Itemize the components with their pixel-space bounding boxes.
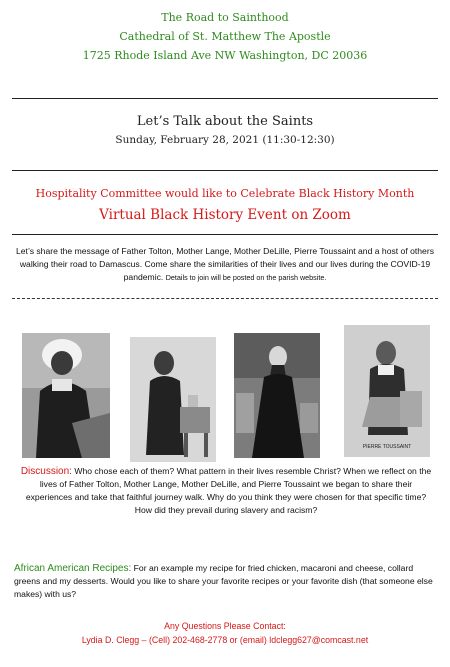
header-address: 1725 Rhode Island Ave NW Washington, DC 20036	[82, 49, 368, 62]
photo-caption: PIERRE TOUSSAINT	[362, 444, 412, 450]
divider-lower	[12, 234, 438, 235]
event-title: Let’s Talk about the Saints	[136, 114, 314, 129]
photo-pierre-toussaint	[344, 325, 430, 457]
contact-heading: Any Questions Please Contact:	[164, 621, 286, 631]
intro-paragraph	[16, 245, 434, 284]
discussion-label: Discussion:	[20, 466, 72, 477]
recipes-label: African American Recipes:	[14, 563, 132, 574]
photo-mother-delille	[234, 333, 320, 458]
header-line-2: Cathedral of St. Matthew The Apostle	[119, 30, 331, 43]
discussion-text: Who chose each of them? What pattern in their lives resemble Christ? When we reflect on the lives of Father Tolton, Mother Lange, Mother DeLille, and Pierre Toussaint we began to share their experiences and take that faithful journey walk. Why do you think they were chosen for that specific time? How did they prevail during slavery and racism?	[25, 466, 432, 515]
recipes-text: For an example my recipe for fried chicken, macaroni and cheese, collard greens and my desserts. Would you like to share your favorite recipes or your favorite dish (that someone else makes) with us?	[14, 563, 433, 599]
intro-details-note: Details to join will be posted on the parish website.	[165, 273, 327, 282]
contact-line: Lydia D. Clegg – (Cell) 202-468-2778 or (email) ldclegg627@comcast.net	[81, 635, 369, 645]
discussion-paragraph	[18, 465, 434, 517]
header-line-1: The Road to Sainthood	[161, 11, 289, 24]
recipes-paragraph	[14, 562, 438, 601]
event-date: Sunday, February 28, 2021 (11:30-12:30)	[115, 134, 335, 146]
divider-middle	[12, 170, 438, 171]
dashed-divider	[12, 298, 438, 299]
announcement-line-2: Virtual Black History Event on Zoom	[99, 207, 351, 223]
photo-father-tolton	[130, 337, 216, 462]
announcement-line-1: Hospitality Committee would like to Celebrate Black History Month	[35, 187, 415, 200]
intro-text: Let’s share the message of Father Tolton, Mother Lange, Mother DeLille, Pierre Toussaint and a host of others walking their road to Damascus. Come share the similarities of their lives and our lives during the COVID-19 pandemic.	[16, 246, 434, 282]
divider-top	[12, 98, 438, 99]
photo-mother-lange	[22, 333, 110, 458]
